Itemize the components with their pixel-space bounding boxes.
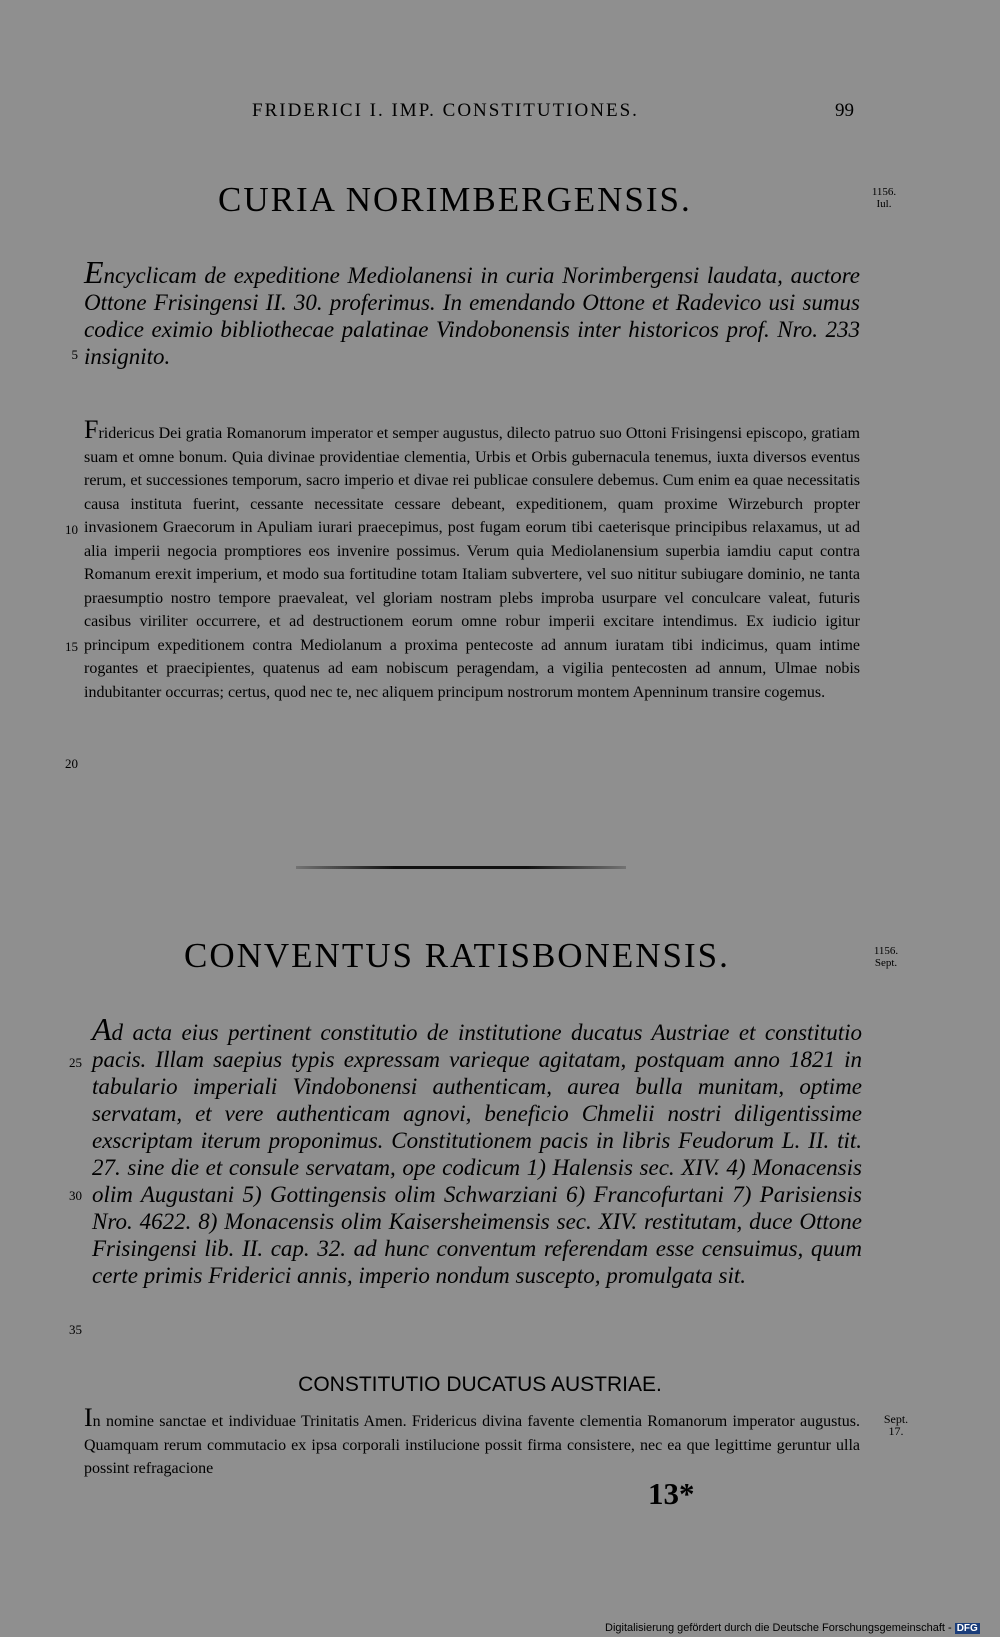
signature-mark: 13*	[648, 1476, 695, 1511]
charter-text: In nomine sanctae et individuae Trinitatis Amen. Fridericus divina favente clementia Romanorum imperator augustus. Quamquam rerum commutacio ex ipsa corporali instilucione possit firma consistere, nec ea que legittime geruntur ulla possint refragacione	[84, 1403, 860, 1477]
margin-date-curia: 1156. Iul.	[871, 186, 897, 210]
running-head: FRIDERICI I. IMP. CONSTITUTIONES.	[252, 100, 639, 121]
page-header	[0, 100, 1000, 130]
dropcap: I	[84, 1403, 93, 1432]
line-number: 15	[65, 639, 78, 654]
line-number: 10	[65, 522, 78, 537]
margin-date-conventus: 1156. Sept.	[873, 945, 899, 969]
section-intro-conventus: Ad acta eius pertinent constitutio de institutione ducatus Austriae et constitutio pacis. Illam saepius typis expressam varieque agitatam, postquam anno 1821 in tabulario imperiali Vindobonensi authenticam, aurea bulla munitam, optime servatam, et vere authenticam agnovi, beneficio Chmelii nostri diligentissime exscriptam iterum proponimus. Constitutionem pacis in libris Feudorum L. II. tit. 27. sine die et consule servatam, ope codicum 1) Halensis sec. XIV. 4) Monacensis olim Augustani 5) Gottingensis olim Schwarziani 6) Francofurtani 7) Parisiensis Nro. 4622. 8) Monacensis olim Kaisersheimensis sec. XIV. restitutam, duce Ottone Frisingensi lib. II. cap. 32. ad hunc conventum referendam esse censuimus, quum certe primis Friderici annis, imperio nondum suscepto, promulgata sit.	[92, 1011, 862, 1288]
letter-text-curia: Fridericus Dei gratia Romanorum imperator et semper augustus, dilecto patruo suo Ottoni Frisingensi episcopo, gratiam suam et omne bonum. Quia divinae providentiae clementia, Urbis et Orbis gubernacula tenemus, iuxta diversos eventus rerum, et successiones temporum, sacro imperio et divae rei publicae consulere debemus. Cum enim ea quae necessitatis causa instituta fuerint, cessante necessitate cessare debeant, expeditionem, quam proxime Wirzeburch propter invasionem Graecorum in Apuliam iurari praecepimus, post fugam eorum tibi caeterisque principibus relaxamus, ut ad alia imperii negocia promptiores eos invenire possimus. Verum quia Mediolanensium superbia iamdiu caput contra Romanum erexit imperium, et modo sua fortitudine totam Italiam subvertere, vel suo nititur subiugare dominio, ne tanta praesumptio nostro tempore praevaleat, vel gloriam nostram plebs improba usurpare vel conculcare valeat, futuris casibus viriliter occurrere, et ad destructionem eorum omne robur imperii excitare intendimus. Ex iudicio igitur principum expeditionem contra Mediolanum a proxima pentecoste ad annum iuratam tibi indicimus, quam intime rogantes et praecipientes, quatenus ad eam nobiscum peragendam, a vigilia pentecosten ad annum, Ulmae nobis indubitanter occurras; certus, quod nec te, nec aliquem principum nostrorum montem Apenninum transire cogemus.	[84, 415, 860, 701]
footer-credit: Digitalisierung gefördert durch die Deutsche Forschungsgemeinschaft - DFG	[605, 1622, 978, 1634]
line-number: 20	[65, 756, 78, 771]
dropcap: F	[84, 415, 99, 444]
section-title-curia: CURIA NORIMBERGENSIS.	[218, 180, 692, 219]
section-title-conventus: CONVENTUS RATISBONENSIS.	[184, 936, 730, 975]
page-number: 99	[835, 100, 854, 121]
dropcap: E	[84, 254, 104, 290]
dfg-logo-icon: DFG	[956, 1623, 978, 1634]
line-number: 35	[69, 1322, 82, 1337]
line-number: 5	[71, 347, 78, 362]
section-intro-curia: Encyclicam de expeditione Mediolanensi in curia Norimbergensi laudata, auctore Ottone Frisingensi II. 30. proferimus. In emendando Ottone et Radevico usi sumus codice eximio bibliothecae palatinae Vindobonensis inter historicos prof. Nro. 233 insignito.	[84, 254, 860, 369]
dropcap: A	[92, 1011, 112, 1047]
margin-date-constitutio: Sept. 17.	[883, 1412, 909, 1438]
line-number: 30	[69, 1188, 82, 1203]
line-number: 25	[69, 1055, 82, 1070]
section-divider	[296, 866, 626, 869]
document-heading: CONSTITUTIO DUCATUS AUSTRIAE.	[298, 1373, 662, 1396]
